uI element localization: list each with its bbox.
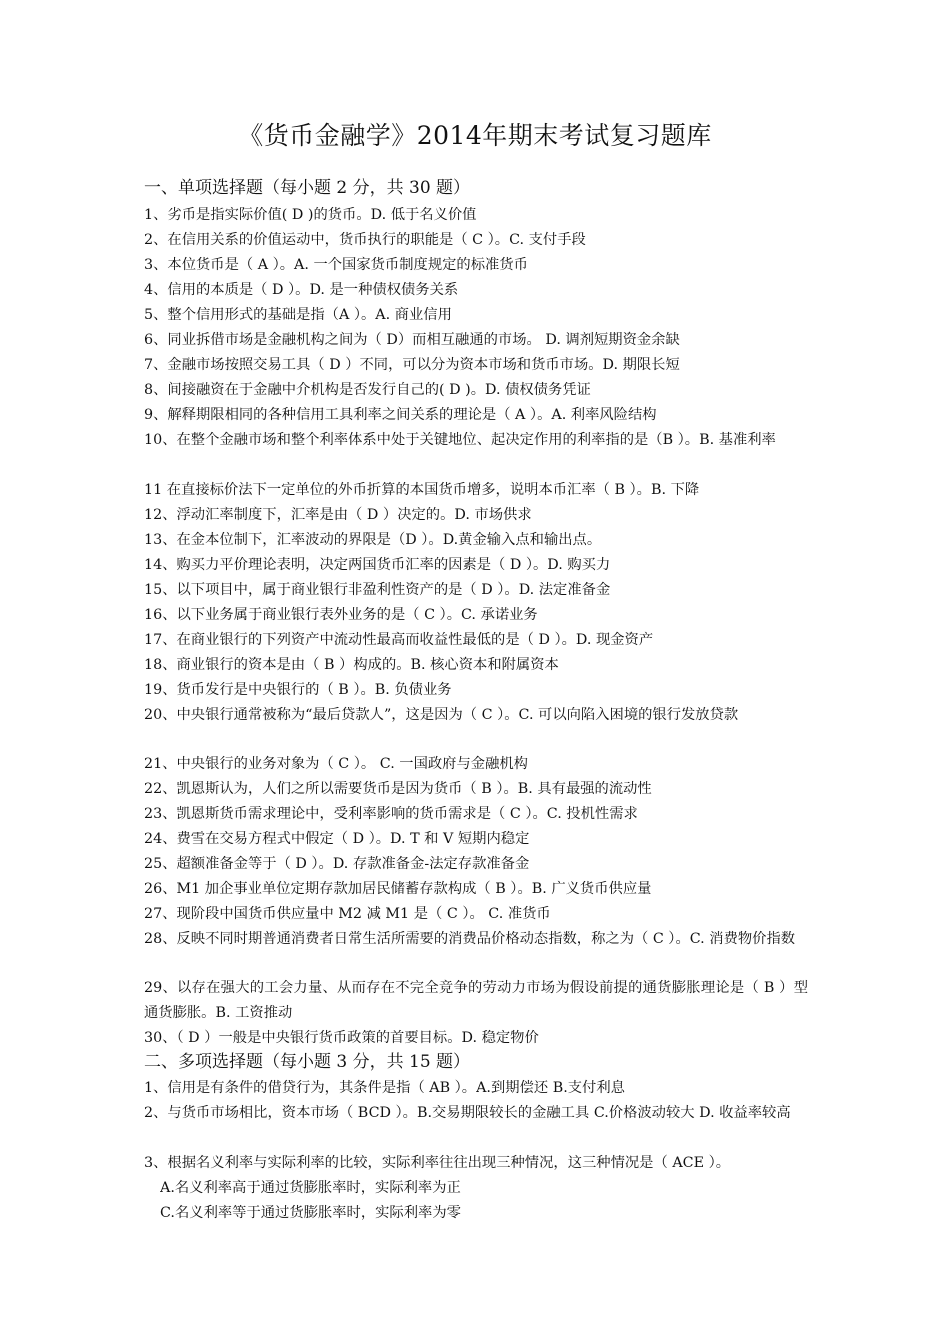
question-item: 14、购买力平价理论表明，决定两国货币汇率的因素是（ D ）。D. 购买力: [144, 557, 611, 573]
question-item: 4、信用的本质是（ D ）。D. 是一种债权债务关系: [144, 282, 459, 298]
option-item: A.名义利率高于通过货膨胀率时，实际利率为正: [160, 1180, 461, 1196]
option-item: C.名义利率等于通过货膨胀率时，实际利率为零: [160, 1205, 461, 1221]
question-item: 2、在信用关系的价值运动中，货币执行的职能是（ C ）。C. 支付手段: [144, 232, 586, 248]
question-item: 3、根据名义利率与实际利率的比较，实际利率往往出现三种情况，这三种情况是（ ACE ）。: [144, 1155, 731, 1171]
question-item: 24、费雪在交易方程式中假定（ D ）。D. T 和 V 短期内稳定: [144, 831, 530, 847]
question-item: 22、凯恩斯认为，人们之所以需要货币是因为货币（ B ）。B. 具有最强的流动性: [144, 781, 652, 797]
question-item: 23、凯恩斯货币需求理论中，受利率影响的货币需求是（ C ）。C. 投机性需求: [144, 806, 638, 822]
question-item: 3、本位货币是（ A ）。A. 一个国家货币制度规定的标准货币: [144, 257, 528, 273]
question-item: 8、间接融资在于金融中介机构是否发行自己的( D )。D. 债权债务凭证: [144, 382, 591, 398]
question-item: 2、与货币市场相比，资本市场（ BCD ）。B.交易期限较长的金融工具 C.价格波动较大 D. 收益率较高: [144, 1105, 791, 1121]
question-item: 18、商业银行的资本是由（ B ）构成的。B. 核心资本和附属资本: [144, 657, 559, 673]
question-item: 17、在商业银行的下列资产中流动性最高而收益性最低的是（ D ）。D. 现金资产: [144, 632, 654, 648]
question-item: 15、以下项目中，属于商业银行非盈利性资产的是（ D ）。D. 法定准备金: [144, 582, 611, 598]
question-item: 12、浮动汇率制度下，汇率是由（ D ）决定的。D. 市场供求: [144, 507, 532, 523]
section-heading-multi-choice: 二、多项选择题（每小题 3 分，共 15 题）: [144, 1052, 471, 1072]
question-item: 10、在整个金融市场和整个利率体系中处于关键地位、起决定作用的利率指的是（B ）。B. 基准利率: [144, 432, 776, 448]
question-item: 29、以存在强大的工会力量、从而存在不完全竞争的劳动力市场为假设前提的通货膨胀理论是（ B ）型通货膨胀。B. 工资推动: [144, 980, 808, 1021]
question-item: 7、金融市场按照交易工具（ D ）不同，可以分为资本市场和货币市场。D. 期限长短: [144, 357, 680, 373]
question-item: 1、劣币是指实际价值( D )的货币。D. 低于名义价值: [144, 207, 477, 223]
question-item: 1、信用是有条件的借贷行为，其条件是指（ AB ）。A.到期偿还 B.支付利息: [144, 1080, 625, 1096]
question-item: 5、整个信用形式的基础是指（A ）。A. 商业信用: [144, 307, 452, 323]
question-item: 11 在直接标价法下一定单位的外币折算的本国货币增多，说明本币汇率（ B ）。B. 下降: [144, 482, 700, 498]
question-item: 25、超额准备金等于（ D ）。D. 存款准备金-法定存款准备金: [144, 856, 530, 872]
question-item: 27、现阶段中国货币供应量中 M2 减 M1 是（ C ）。 C. 准货币: [144, 906, 551, 922]
question-item: 30、（ D ）一般是中央银行货币政策的首要目标。D. 稳定物价: [144, 1030, 539, 1046]
question-item: 13、在金本位制下，汇率波动的界限是（D ）。D.黄金输入点和输出点。: [144, 532, 602, 548]
question-item: 9、解释期限相同的各种信用工具利率之间关系的理论是（ A ）。A. 利率风险结构: [144, 407, 657, 423]
question-item: 6、同业拆借市场是金融机构之间为（ D）而相互融通的市场。 D. 调剂短期资金余缺: [144, 332, 680, 348]
question-item: 21、中央银行的业务对象为（ C ）。 C. 一国政府与金融机构: [144, 756, 528, 772]
section-heading-single-choice: 一、单项选择题（每小题 2 分，共 30 题）: [144, 178, 471, 198]
question-item: 26、M1 加企事业单位定期存款加居民储蓄存款构成（ B ）。B. 广义货币供应量: [144, 881, 652, 897]
question-item: 20、中央银行通常被称为“最后贷款人”，这是因为（ C ）。C. 可以向陷入困境的银行发放贷款: [144, 707, 739, 723]
question-item: 28、反映不同时期普通消费者日常生活所需要的消费品价格动态指数，称之为（ C ）。C. 消费物价指数: [144, 931, 796, 947]
question-item: 16、以下业务属于商业银行表外业务的是（ C ）。C. 承诺业务: [144, 607, 538, 623]
page-title: 《货币金融学》2014年期末考试复习题库: [238, 121, 712, 150]
question-item: 19、货币发行是中央银行的（ B ）。B. 负债业务: [144, 682, 452, 698]
